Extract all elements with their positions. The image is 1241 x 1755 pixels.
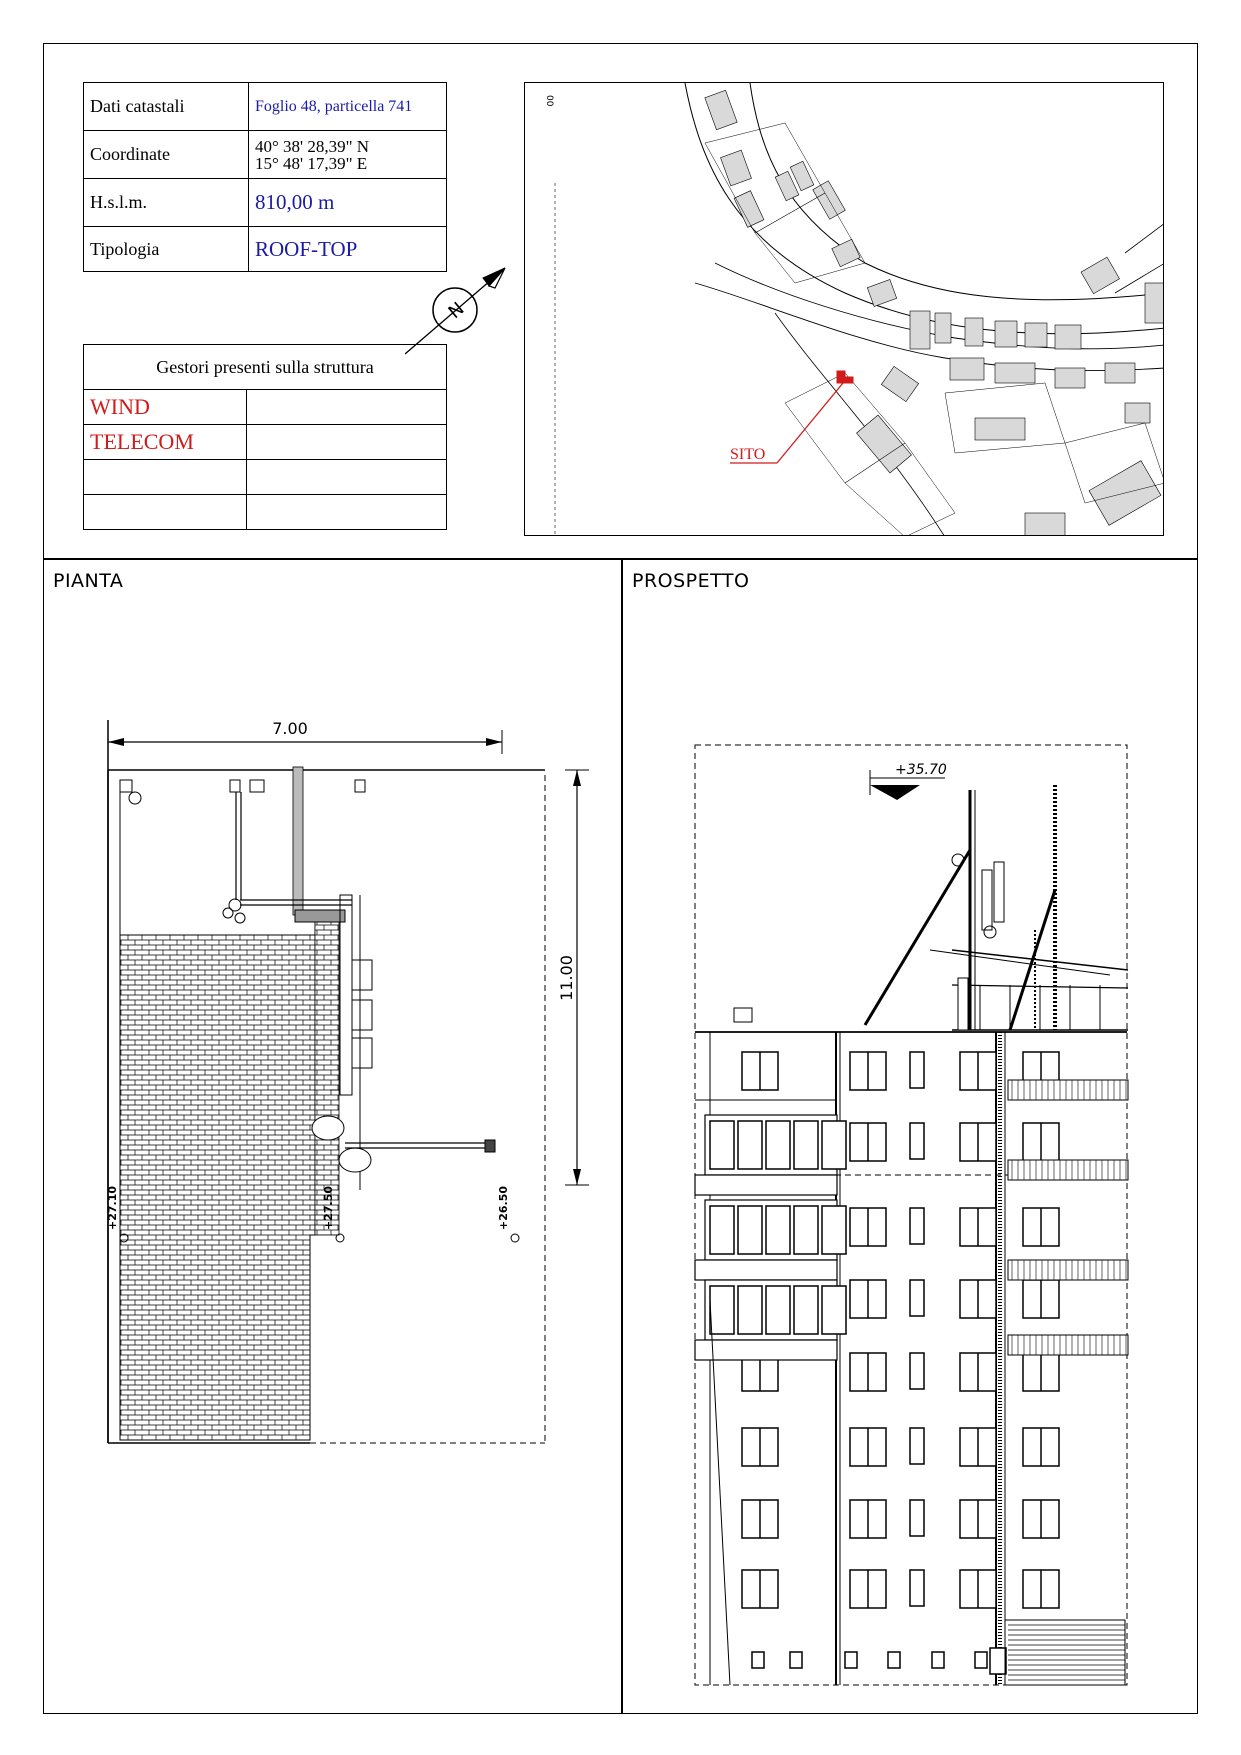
facade-window xyxy=(1008,1260,1128,1280)
north-label: N xyxy=(444,298,469,324)
info-table xyxy=(83,82,447,272)
facade-window xyxy=(822,1206,846,1254)
map-edge-label: 00 xyxy=(544,95,554,107)
plan-drawing xyxy=(90,720,610,1520)
pianta-label: PIANTA xyxy=(53,570,124,592)
facade-window xyxy=(910,1123,924,1159)
facade-window xyxy=(790,1652,802,1668)
info-value-lon: 15° 48' 17,39" E xyxy=(255,153,368,173)
facade-window xyxy=(822,1286,846,1334)
facade-window xyxy=(1008,1160,1128,1180)
elevation-top-label: +35.70 xyxy=(895,762,947,778)
facade-window xyxy=(695,1175,837,1195)
operators-table xyxy=(83,344,447,530)
facade-window xyxy=(710,1286,734,1334)
facade-window xyxy=(695,1260,837,1280)
facade-window xyxy=(710,1206,734,1254)
operator-name xyxy=(84,495,247,530)
operator-name: WIND xyxy=(84,390,247,425)
facade-window xyxy=(910,1570,924,1606)
facade-window xyxy=(794,1206,818,1254)
info-label: Tipologia xyxy=(84,227,249,272)
info-value-type: ROOF-TOP xyxy=(249,227,447,272)
facade-window xyxy=(1008,1335,1128,1355)
info-value-lat: 40° 38' 28,39" N xyxy=(255,136,370,156)
info-label: H.s.l.m. xyxy=(84,179,249,227)
facade-window xyxy=(738,1121,762,1169)
facade-window xyxy=(910,1353,924,1389)
plan-elevation-2: +27.50 xyxy=(322,1185,335,1230)
info-value-cadastral: Foglio 48, particella 741 xyxy=(249,83,447,131)
facade-window xyxy=(794,1121,818,1169)
facade-window xyxy=(738,1206,762,1254)
plan-elevation-1: +27.10 xyxy=(106,1185,119,1230)
plan-elevation-3: +26.50 xyxy=(497,1185,510,1230)
facade-window xyxy=(845,1652,857,1668)
facade-window xyxy=(766,1121,790,1169)
facade-window xyxy=(738,1286,762,1334)
facade-window xyxy=(766,1206,790,1254)
facade-window xyxy=(695,1340,837,1360)
plan-dim-width: 7.00 xyxy=(272,720,308,738)
facade-window xyxy=(910,1208,924,1244)
facade-window xyxy=(710,1121,734,1169)
facade-window xyxy=(888,1652,900,1668)
prospetto-label: PROSPETTO xyxy=(632,570,750,592)
info-value-altitude: 810,00 m xyxy=(249,179,447,227)
facade-window xyxy=(910,1280,924,1316)
facade-window xyxy=(752,1652,764,1668)
info-label: Coordinate xyxy=(84,131,249,179)
facade-window xyxy=(822,1121,846,1169)
facade-window xyxy=(766,1286,790,1334)
frame-vertical-divider xyxy=(621,558,623,1713)
map-site-label: SITO xyxy=(730,446,766,463)
operator-name: TELECOM xyxy=(84,425,247,460)
facade-window xyxy=(910,1052,924,1088)
facade-window xyxy=(1008,1080,1128,1100)
facade-window xyxy=(910,1428,924,1464)
facade-window xyxy=(794,1286,818,1334)
plan-dim-height: 11.00 xyxy=(557,955,576,1001)
facade-window xyxy=(910,1500,924,1536)
elevation-drawing xyxy=(690,740,1140,1700)
operators-title: Gestori presenti sulla struttura xyxy=(84,345,447,390)
frame-horizontal-divider xyxy=(43,558,1198,560)
info-label: Dati catastali xyxy=(84,83,249,131)
cadastral-map xyxy=(524,82,1164,536)
facade-window xyxy=(990,1648,1006,1674)
operator-name xyxy=(84,460,247,495)
facade-window xyxy=(975,1652,987,1668)
facade-window xyxy=(932,1652,944,1668)
